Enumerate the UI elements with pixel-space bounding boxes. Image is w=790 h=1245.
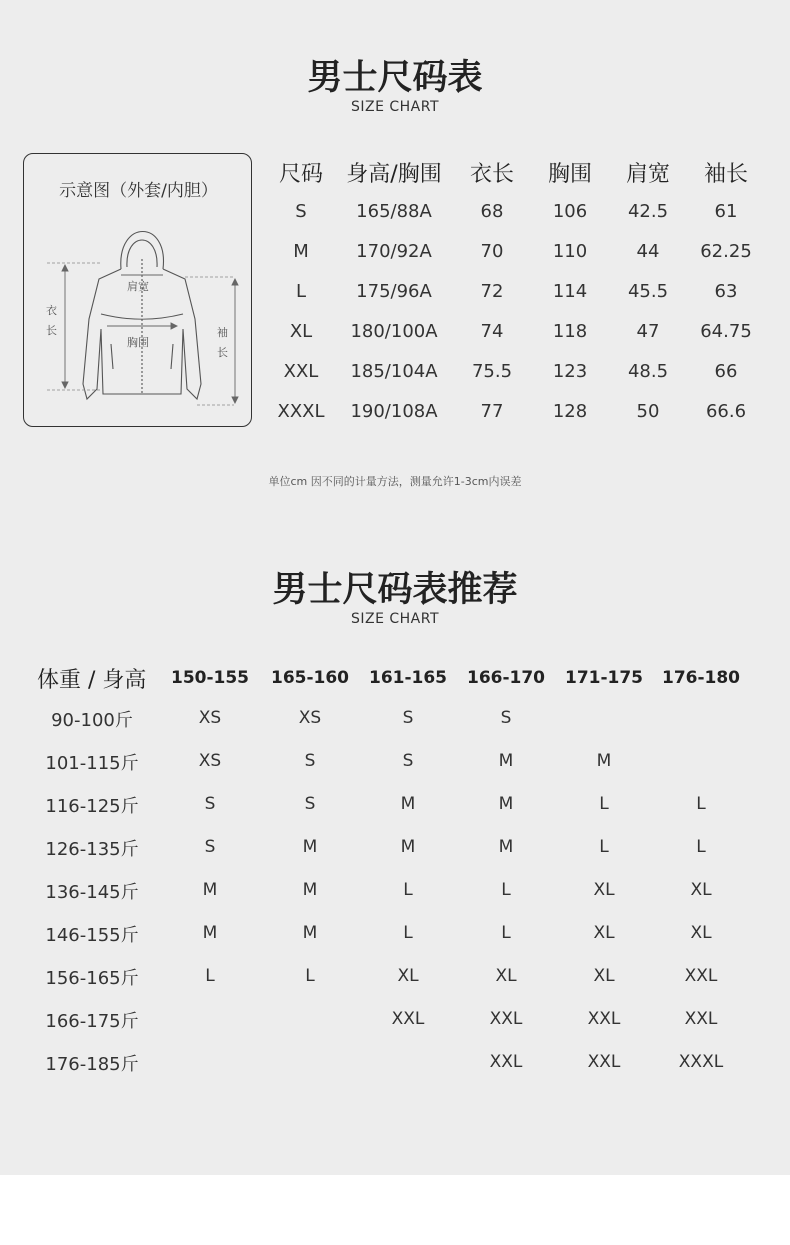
- recommend-cell: M: [302, 880, 318, 900]
- recommend-cell: L: [696, 837, 706, 857]
- recommend-cell: XL: [593, 966, 615, 986]
- size-col-header: 肩宽: [625, 162, 670, 187]
- size-table-cell: 123: [552, 361, 588, 382]
- recommend-cell: XXL: [684, 1009, 718, 1029]
- size-table-cell: 63: [714, 281, 738, 302]
- recommend-cell: XL: [690, 923, 712, 943]
- diagram-label-sleeve-2: 长: [217, 346, 228, 359]
- size-table-cell: 190/108A: [350, 401, 438, 422]
- size-table-cell: 50: [636, 401, 660, 422]
- size-col-header: 衣长: [469, 162, 514, 187]
- size-chart-subtitle: SIZE CHART: [350, 99, 440, 115]
- recommend-cell: XL: [593, 923, 615, 943]
- recommend-cell: M: [400, 837, 416, 857]
- recommend-cell: XXL: [684, 966, 718, 986]
- size-table-cell: 45.5: [627, 281, 669, 302]
- recommend-cell: XXL: [587, 1009, 621, 1029]
- size-table-cell: 62.25: [700, 241, 752, 262]
- measurement-note: 单位cm 因不同的计量方法，测量允许1-3cm内误差: [268, 475, 522, 488]
- diagram-label-shoulder: 肩宽: [127, 280, 149, 293]
- recommend-cell: S: [402, 708, 414, 728]
- height-col-header: 165-160: [270, 668, 350, 688]
- size-col-header: 袖长: [703, 162, 748, 187]
- recommend-cell: M: [302, 923, 318, 943]
- recommend-cell: L: [501, 923, 511, 943]
- recommend-cell: XXXL: [678, 1052, 724, 1072]
- recommend-cell: M: [202, 880, 218, 900]
- recommend-cell: XL: [593, 880, 615, 900]
- recommend-cell: XXL: [489, 1009, 523, 1029]
- height-col-header: 171-175: [564, 668, 644, 688]
- recommend-cell: M: [498, 837, 514, 857]
- size-table-cell: 185/104A: [350, 361, 438, 382]
- size-col-header: 胸围: [547, 162, 592, 187]
- size-table-cell: 61: [714, 201, 738, 222]
- size-table-cell: 70: [480, 241, 504, 262]
- recommend-cell: XS: [198, 708, 222, 728]
- size-table-cell: 44: [636, 241, 660, 262]
- size-table-cell: 66: [714, 361, 738, 382]
- size-table-cell: S: [295, 201, 307, 222]
- size-table-cell: 110: [552, 241, 588, 262]
- recommend-cell: XXL: [489, 1052, 523, 1072]
- diagram-label-length-1: 衣: [46, 304, 57, 317]
- recommend-cell: S: [402, 751, 414, 771]
- size-table-cell: 165/88A: [356, 201, 432, 222]
- weight-row-label: 156-165斤: [45, 968, 139, 989]
- size-table-cell: 106: [552, 201, 588, 222]
- recommend-cell: L: [305, 966, 315, 986]
- size-table-cell: 77: [480, 401, 504, 422]
- recommend-subtitle: SIZE CHART: [350, 611, 440, 627]
- recommend-cell: L: [599, 794, 609, 814]
- size-table-cell: 170/92A: [356, 241, 432, 262]
- corner-header: 体重 / 身高: [37, 668, 147, 693]
- height-col-header: 161-165: [368, 668, 448, 688]
- size-table-cell: 74: [480, 321, 504, 342]
- size-table-cell: 118: [552, 321, 588, 342]
- size-table-cell: 47: [636, 321, 660, 342]
- recommend-cell: S: [204, 794, 216, 814]
- weight-row-label: 126-135斤: [45, 839, 139, 860]
- size-table-cell: 68: [480, 201, 504, 222]
- weight-row-label: 166-175斤: [45, 1011, 139, 1032]
- weight-row-label: 101-115斤: [45, 753, 139, 774]
- recommend-cell: XXL: [587, 1052, 621, 1072]
- size-table-cell: 72: [480, 281, 504, 302]
- recommend-cell: XS: [198, 751, 222, 771]
- size-table-cell: XL: [289, 321, 313, 342]
- height-col-header: 150-155: [170, 668, 250, 688]
- recommend-cell: M: [498, 794, 514, 814]
- recommend-cell: XL: [495, 966, 517, 986]
- diagram-label-sleeve-1: 袖: [217, 326, 228, 339]
- size-table-cell: 66.6: [705, 401, 747, 422]
- recommend-cell: M: [302, 837, 318, 857]
- recommend-cell: M: [596, 751, 612, 771]
- diagram-label-chest: 胸围: [127, 336, 149, 349]
- size-table-cell: 64.75: [700, 321, 752, 342]
- recommend-cell: S: [304, 794, 316, 814]
- recommend-cell: M: [400, 794, 416, 814]
- recommend-cell: S: [304, 751, 316, 771]
- recommend-cell: XS: [298, 708, 322, 728]
- weight-row-label: 146-155斤: [45, 925, 139, 946]
- recommend-cell: L: [599, 837, 609, 857]
- recommend-cell: S: [500, 708, 512, 728]
- size-table-cell: XXL: [283, 361, 319, 382]
- size-table-cell: M: [293, 241, 309, 262]
- size-chart-title: 男士尺码表: [307, 58, 483, 98]
- size-table-cell: 48.5: [627, 361, 669, 382]
- height-col-header: 166-170: [466, 668, 546, 688]
- size-table-cell: XXXL: [277, 401, 325, 422]
- size-table-cell: 75.5: [471, 361, 513, 382]
- recommend-cell: L: [403, 880, 413, 900]
- recommend-cell: L: [696, 794, 706, 814]
- size-table-cell: 180/100A: [350, 321, 438, 342]
- recommend-cell: M: [202, 923, 218, 943]
- recommend-cell: XL: [690, 880, 712, 900]
- recommend-cell: L: [403, 923, 413, 943]
- recommend-cell: XXL: [391, 1009, 425, 1029]
- size-col-header: 尺码: [278, 162, 323, 187]
- size-col-header: 身高/胸围: [346, 162, 442, 187]
- weight-row-label: 116-125斤: [45, 796, 139, 817]
- weight-row-label: 90-100斤: [51, 710, 133, 731]
- size-table-cell: 175/96A: [356, 281, 432, 302]
- diagram-caption: 示意图（外套/内胆）: [59, 181, 218, 201]
- height-col-header: 176-180: [661, 668, 741, 688]
- size-table-cell: 114: [552, 281, 588, 302]
- recommend-cell: L: [205, 966, 215, 986]
- size-table-cell: 42.5: [627, 201, 669, 222]
- jacket-diagram-box: [23, 153, 252, 427]
- recommend-cell: S: [204, 837, 216, 857]
- recommend-cell: M: [498, 751, 514, 771]
- weight-row-label: 136-145斤: [45, 882, 139, 903]
- recommend-cell: XL: [397, 966, 419, 986]
- recommend-title: 男士尺码表推荐: [272, 570, 518, 610]
- weight-row-label: 176-185斤: [45, 1054, 139, 1075]
- size-table-cell: L: [295, 281, 307, 302]
- recommend-cell: L: [501, 880, 511, 900]
- diagram-label-length-2: 长: [46, 324, 57, 337]
- size-table-cell: 128: [552, 401, 588, 422]
- jacket-diagram-icon: [39, 209, 239, 409]
